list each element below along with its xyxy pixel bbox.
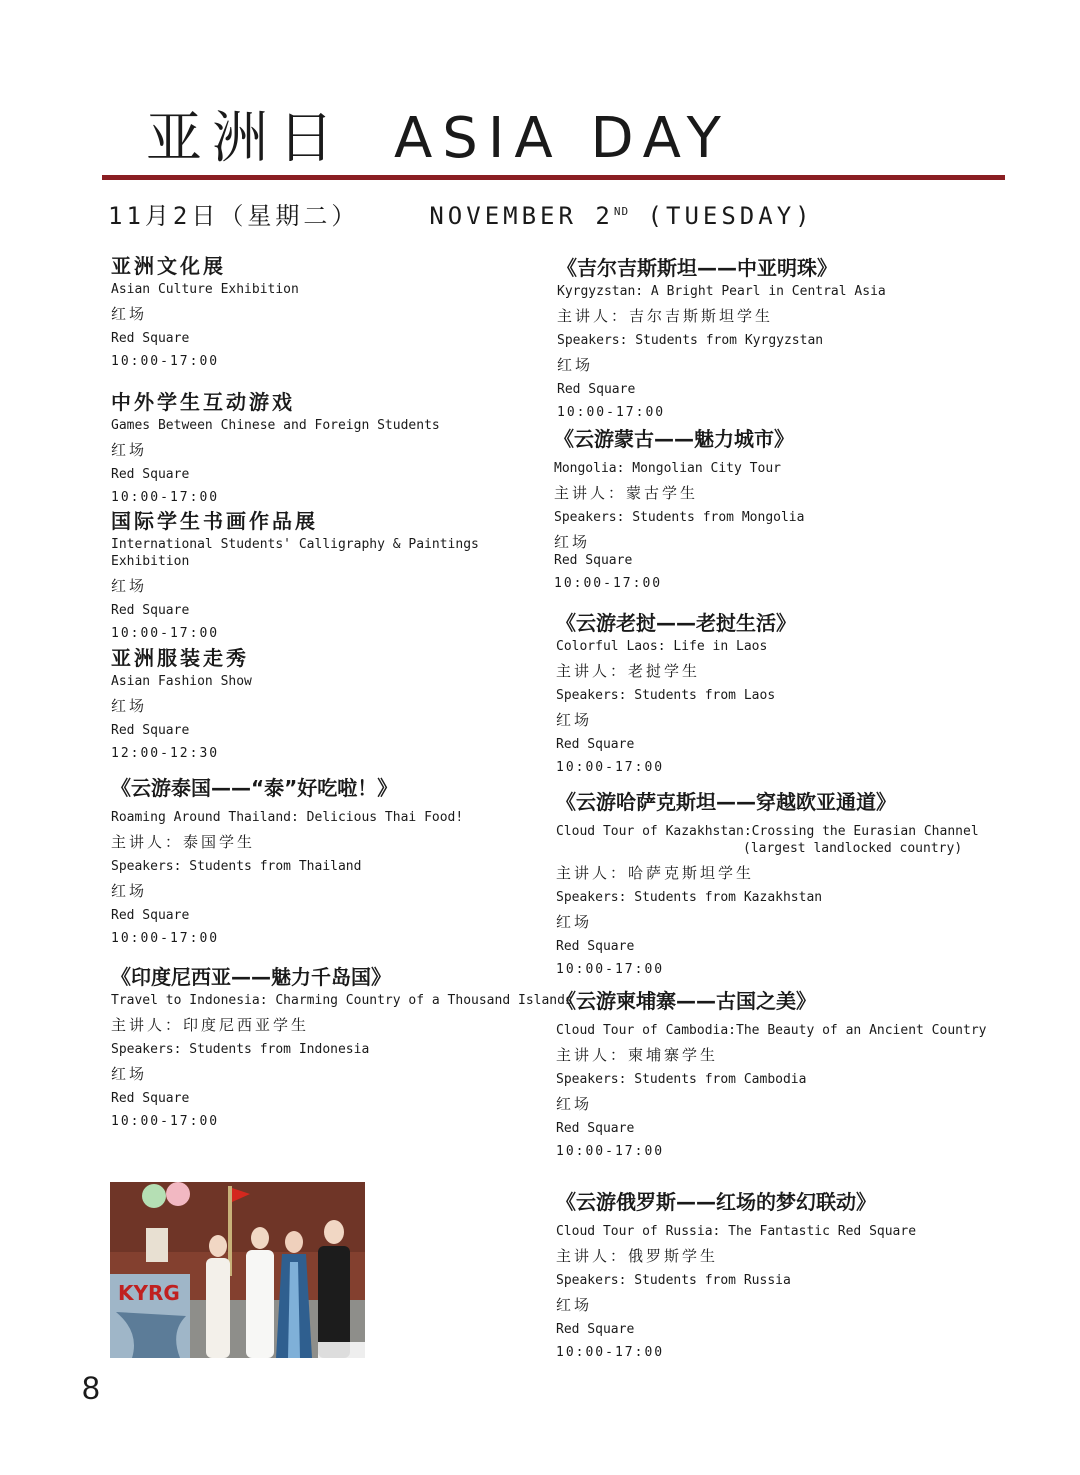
venue-en: Red Square <box>111 908 190 923</box>
venue-en: Red Square <box>111 467 190 482</box>
event-title: 中外学生互动游戏 <box>111 390 295 414</box>
event-title-en-cont: Exhibition <box>111 554 190 569</box>
title-zh: 亚洲日 <box>146 106 344 171</box>
venue-en: Red Square <box>556 737 635 752</box>
event-time: 10:00-17:00 <box>111 626 220 641</box>
event-calligraphy-exhibition <box>111 507 479 641</box>
event-time: 10:00-17:00 <box>556 760 665 775</box>
speaker-en: Speakers: Students from Thailand <box>111 859 362 874</box>
event-title-en: Kyrgyzstan: A Bright Pearl in Central Asia <box>557 284 886 299</box>
venue-zh: 红场 <box>556 913 593 931</box>
venue-zh: 红场 <box>556 711 593 729</box>
person-4-head <box>324 1220 344 1244</box>
date-zh: 11月2日（星期二） <box>108 202 360 230</box>
venue-zh: 红场 <box>556 1095 593 1113</box>
event-title-en: International Students' Calligraphy & Paintings <box>111 537 479 552</box>
venue-en: Red Square <box>556 1121 635 1136</box>
venue-en: Red Square <box>111 331 190 346</box>
venue-en: Red Square <box>557 382 636 397</box>
title-divider <box>102 175 1005 180</box>
person-2-head <box>251 1227 269 1249</box>
costume-display <box>146 1228 168 1262</box>
event-time: 10:00-17:00 <box>111 354 220 369</box>
event-title: 《印度尼西亚——魅力千岛国》 <box>111 965 391 989</box>
venue-zh: 红场 <box>557 356 594 374</box>
person-1-body <box>206 1258 230 1358</box>
event-photo <box>110 1182 365 1358</box>
event-time: 10:00-17:00 <box>557 405 666 420</box>
venue-zh: 红场 <box>111 1065 148 1083</box>
kyrg-sign-text: KYRG <box>118 1281 180 1305</box>
event-title-en: Travel to Indonesia: Charming Country of a Thousand Islands <box>111 993 573 1008</box>
speaker-zh: 主讲人：印度尼西亚学生 <box>111 1016 310 1034</box>
date-en: NOVEMBER 2ND (TUESDAY) <box>429 202 814 230</box>
event-title: 亚洲服装走秀 <box>111 646 249 670</box>
event-title-en: Mongolia: Mongolian City Tour <box>554 461 781 476</box>
event-cambodia <box>556 987 986 1159</box>
event-time: 10:00-17:00 <box>111 931 220 946</box>
person-4-body <box>318 1246 350 1358</box>
event-time: 10:00-17:00 <box>554 576 663 591</box>
event-title-en-cont: (largest landlocked country) <box>743 841 963 856</box>
event-title-en: Cloud Tour of Cambodia:The Beauty of an Ancient Country <box>556 1023 987 1038</box>
event-laos <box>556 609 796 775</box>
event-time: 10:00-17:00 <box>556 1345 665 1360</box>
event-kyrgyzstan <box>557 254 886 420</box>
venue-en: Red Square <box>554 553 633 568</box>
event-time: 10:00-17:00 <box>111 1114 220 1129</box>
venue-en: Red Square <box>556 939 635 954</box>
event-thailand <box>111 774 463 946</box>
event-asian-culture-exhibition <box>111 252 299 369</box>
speaker-en: Speakers: Students from Kyrgyzstan <box>557 333 824 348</box>
event-title: 《云游泰国——“泰”好吃啦！》 <box>111 776 398 800</box>
speaker-zh: 主讲人：俄罗斯学生 <box>556 1247 719 1265</box>
venue-zh: 红场 <box>111 305 148 323</box>
event-time: 12:00-12:30 <box>111 746 220 761</box>
event-title: 《云游俄罗斯——红场的梦幻联动》 <box>556 1190 876 1214</box>
event-time: 10:00-17:00 <box>556 962 665 977</box>
venue-zh: 红场 <box>111 882 148 900</box>
event-title-en: Cloud Tour of Kazakhstan:Crossing the Eurasian Channel <box>556 824 979 839</box>
page-number: 8 <box>82 1370 100 1406</box>
event-title: 《云游哈萨克斯坦——穿越欧亚通道》 <box>556 790 896 814</box>
title-en: ASIA DAY <box>394 106 731 171</box>
speaker-en: Speakers: Students from Laos <box>556 688 776 703</box>
speaker-zh: 主讲人：老挝学生 <box>556 662 701 680</box>
person-1-head <box>209 1235 227 1257</box>
venue-en: Red Square <box>111 1091 190 1106</box>
event-title: 《云游柬埔寨——古国之美》 <box>556 989 816 1013</box>
balloon-green <box>142 1184 166 1208</box>
person-3-pattern <box>288 1262 300 1358</box>
venue-en: Red Square <box>111 603 190 618</box>
event-title-en: Asian Culture Exhibition <box>111 282 299 297</box>
person-3-head <box>285 1231 303 1253</box>
event-title-en: Games Between Chinese and Foreign Students <box>111 418 440 433</box>
speaker-en: Speakers: Students from Mongolia <box>554 510 805 525</box>
event-date <box>108 196 814 231</box>
event-title: 《云游老挝——老挝生活》 <box>556 611 796 635</box>
event-title: 国际学生书画作品展 <box>111 509 318 533</box>
venue-zh: 红场 <box>111 577 148 595</box>
speaker-zh: 主讲人：哈萨克斯坦学生 <box>556 864 755 882</box>
event-title: 亚洲文化展 <box>111 254 226 278</box>
event-title-en: Asian Fashion Show <box>111 674 252 689</box>
venue-zh: 红场 <box>556 1296 593 1314</box>
event-photo-illustration <box>110 1182 365 1358</box>
venue-zh: 红场 <box>111 441 148 459</box>
speaker-zh: 主讲人：柬埔寨学生 <box>556 1046 719 1064</box>
speaker-zh: 主讲人：泰国学生 <box>111 833 256 851</box>
event-mongolia <box>554 425 804 591</box>
photo-watermark <box>318 1342 365 1358</box>
speaker-zh: 主讲人：吉尔吉斯斯坦学生 <box>557 307 774 325</box>
event-time: 10:00-17:00 <box>111 490 220 505</box>
venue-en: Red Square <box>556 1322 635 1337</box>
speaker-en: Speakers: Students from Kazakhstan <box>556 890 823 905</box>
event-fashion-show <box>111 644 252 761</box>
speaker-en: Speakers: Students from Cambodia <box>556 1072 807 1087</box>
event-title-en: Cloud Tour of Russia: The Fantastic Red Square <box>556 1224 917 1239</box>
venue-en: Red Square <box>111 723 190 738</box>
event-title-en: Colorful Laos: Life in Laos <box>556 639 768 654</box>
page-title <box>146 104 731 174</box>
person-2-body <box>246 1250 274 1358</box>
event-title: 《吉尔吉斯斯坦——中亚明珠》 <box>557 256 837 280</box>
event-russia <box>556 1188 916 1360</box>
event-time: 10:00-17:00 <box>556 1144 665 1159</box>
speaker-en: Speakers: Students from Indonesia <box>111 1042 370 1057</box>
event-indonesia <box>111 963 573 1129</box>
speaker-zh: 主讲人：蒙古学生 <box>554 484 699 502</box>
event-kazakhstan <box>556 788 979 977</box>
venue-zh: 红场 <box>111 697 148 715</box>
event-title-en: Roaming Around Thailand: Delicious Thai Food! <box>111 810 464 825</box>
balloon-pink <box>166 1182 190 1206</box>
event-student-games <box>111 388 440 505</box>
venue-zh: 红场 <box>554 533 591 551</box>
speaker-en: Speakers: Students from Russia <box>556 1273 791 1288</box>
event-title: 《云游蒙古——魅力城市》 <box>554 427 794 451</box>
